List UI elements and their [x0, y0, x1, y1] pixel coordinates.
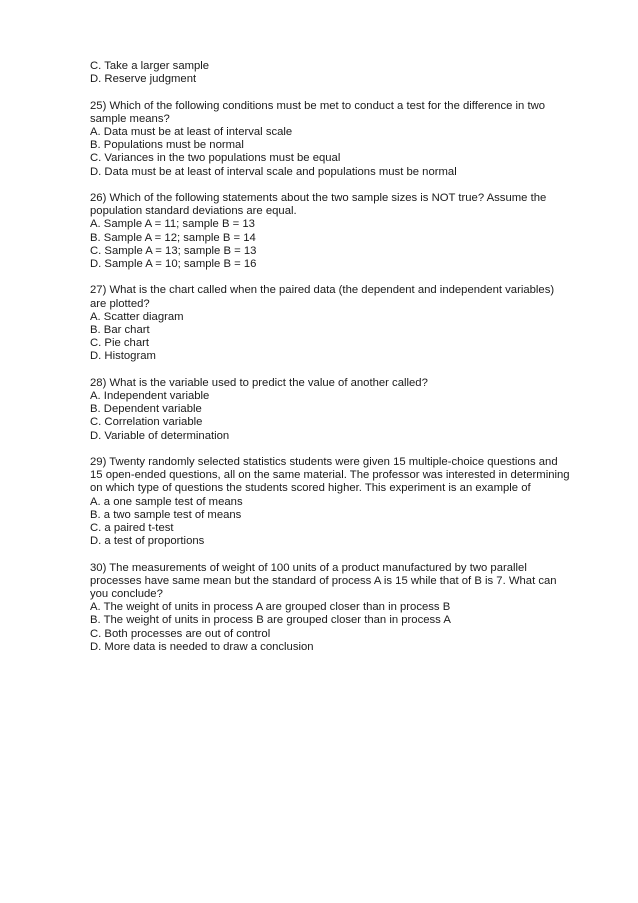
answer-option: D. Sample A = 10; sample B = 16	[90, 258, 257, 271]
answer-option: A. Scatter diagram	[90, 310, 184, 323]
question-25	[90, 100, 600, 179]
answer-option: A. Independent variable	[90, 390, 210, 403]
question-28	[90, 377, 600, 443]
answer-option: B. Populations must be normal	[90, 139, 244, 152]
answer-option: C. Variances in the two populations must be equal	[90, 152, 341, 165]
answer-option: C. Sample A = 13; sample B = 13	[90, 244, 257, 257]
answer-option: D. Histogram	[90, 350, 156, 363]
question-text: population standard deviations are equal.	[90, 205, 297, 218]
question-text: are plotted?	[90, 297, 150, 310]
answer-option: A. Sample A = 11; sample B = 13	[90, 218, 255, 231]
question-27	[90, 284, 600, 363]
answer-option: C. a paired t-test	[90, 522, 174, 535]
answer-option: B. Bar chart	[90, 324, 150, 337]
answer-option: D. More data is needed to draw a conclusion	[90, 640, 314, 653]
answer-option: C. Both processes are out of control	[90, 627, 271, 640]
answer-option: B. Dependent variable	[90, 403, 202, 416]
answer-option: B. The weight of units in process B are grouped closer than in process A	[90, 614, 451, 627]
answer-option: C. Correlation variable	[90, 416, 203, 429]
answer-option: C. Pie chart	[90, 337, 150, 350]
answer-option: C. Take a larger sample	[90, 60, 210, 72]
answer-option: A. Data must be at least of interval scale	[90, 126, 293, 138]
question-text: 29) Twenty randomly selected statistics students were given 15 multiple-choice questions and	[90, 456, 558, 469]
question-text: 15 open-ended questions, all on the same material. The professor was interested in determining	[90, 469, 570, 482]
answer-option: B. Sample A = 12; sample B = 14	[90, 231, 256, 244]
answer-option: B. a two sample test of means	[90, 508, 242, 521]
answer-option: D. a test of proportions	[90, 535, 205, 548]
question-text: sample means?	[90, 112, 170, 125]
question-text: you conclude?	[90, 588, 163, 601]
question-text: 28) What is the variable used to predict the value of another called?	[90, 376, 428, 389]
question-text: 26) Which of the following statements about the two sample sizes is NOT true? Assume the	[90, 192, 547, 204]
answer-option: D. Variable of determination	[90, 429, 230, 442]
document-content	[90, 60, 600, 667]
question-text: 30) The measurements of weight of 100 units of a product manufactured by two parallel	[90, 561, 527, 574]
question-text: 25) Which of the following conditions must be met to conduct a test for the difference in two	[90, 99, 546, 112]
carryover-options	[90, 60, 600, 86]
question-26	[90, 192, 600, 271]
question-text: 27) What is the chart called when the paired data (the dependent and independent variables)	[90, 284, 555, 297]
question-text: processes have same mean but the standard of process A is 15 while that of B is 7. What can	[90, 574, 557, 587]
question-text: on which type of questions the students scored higher. This experiment is an example of	[90, 482, 531, 495]
answer-option: D. Data must be at least of interval scale and populations must be normal	[90, 165, 457, 178]
question-30	[90, 562, 600, 654]
question-29	[90, 456, 600, 548]
answer-option: A. a one sample test of means	[90, 495, 243, 508]
answer-option: A. The weight of units in process A are grouped closer than in process B	[90, 601, 451, 614]
answer-option: D. Reserve judgment	[90, 73, 197, 86]
